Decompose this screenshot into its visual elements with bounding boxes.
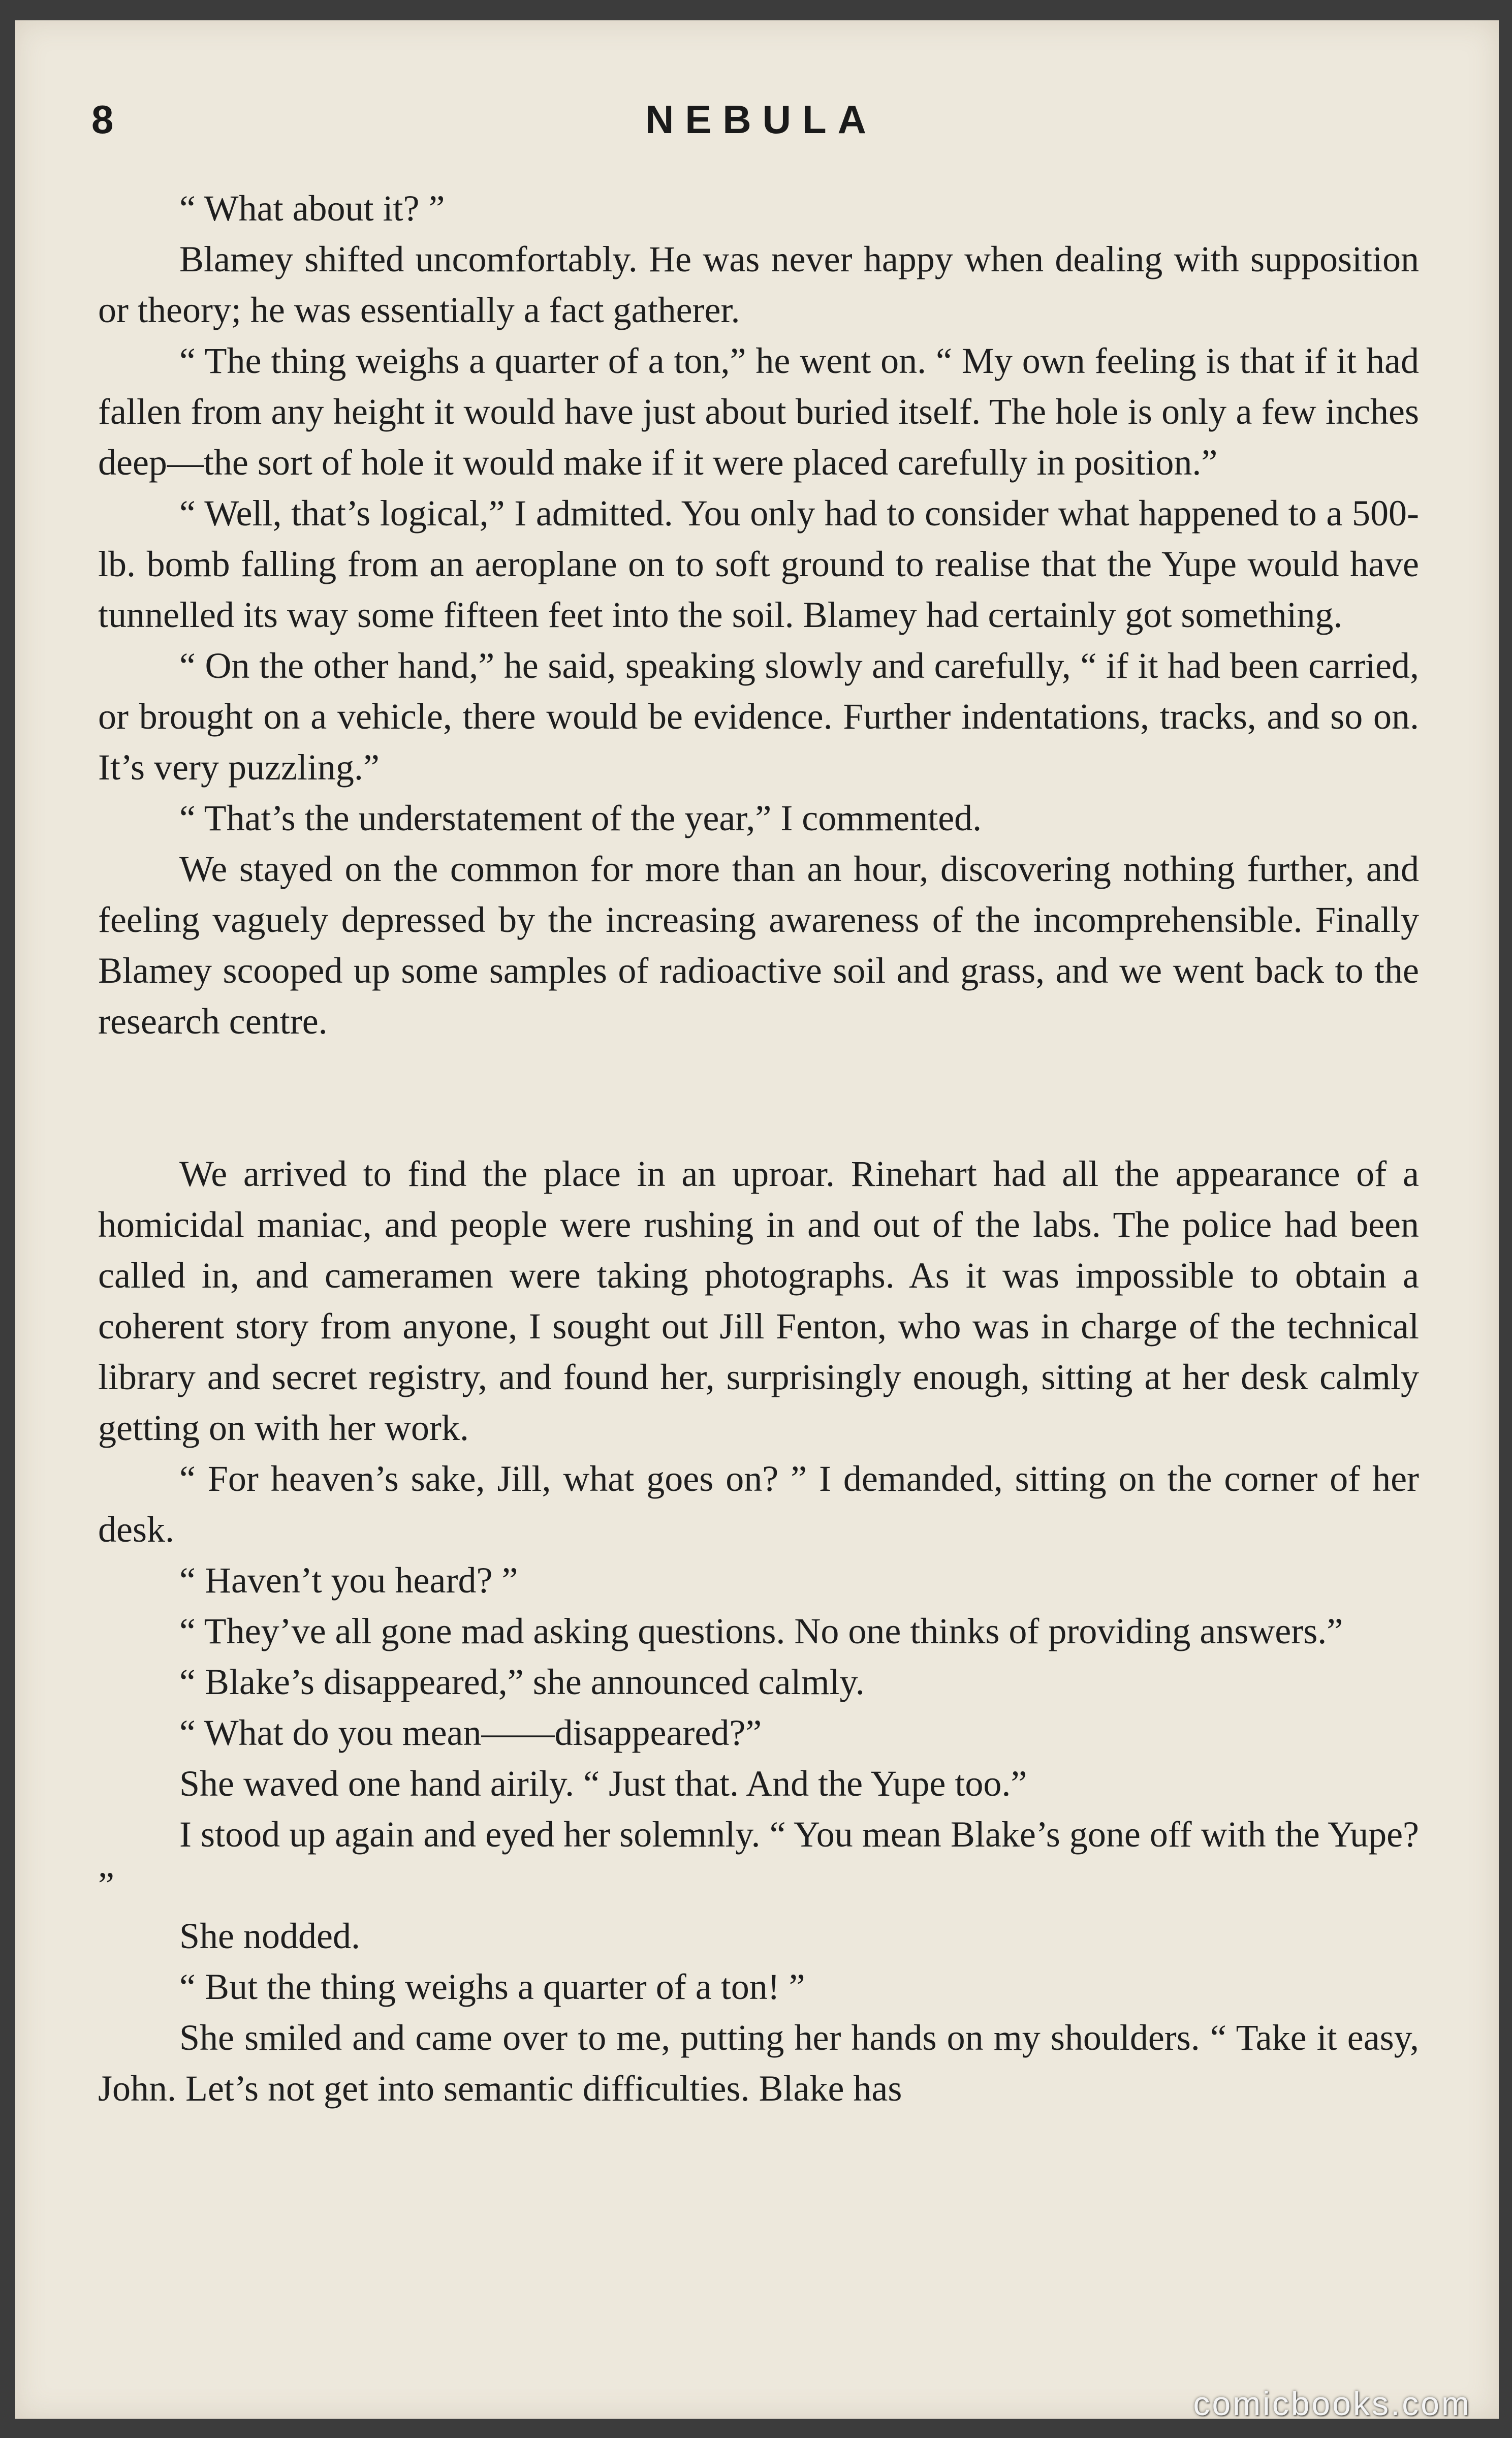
watermark: comicbooks.com — [1193, 2385, 1471, 2422]
paragraph: She nodded. — [179, 1916, 360, 1956]
paragraph: “ But the thing weighs a quarter of a ton! ” — [179, 1966, 805, 2007]
paragraph: “ For heaven’s sake, Jill, what goes on? ” I demanded, sitting on the corner of her desk. — [98, 1458, 1419, 1550]
paragraph: We stayed on the common for more than an hour, discovering nothing further, and feeling vaguely depressed by the increasing awareness of the incomprehensible. Finally Blamey scooped up some samples of radioactive soil and grass, and we went back to the research centre. — [98, 849, 1419, 1042]
paragraph: “ That’s the understatement of the year,” I commented. — [179, 798, 982, 838]
paragraph: I stood up again and eyed her solemnly. “ You mean Blake’s gone off with the Yupe? ” — [98, 1814, 1419, 1905]
paragraph: “ Well, that’s logical,” I admitted. You only had to consider what happened to a 500-lb. bomb falling from an aeroplane on to soft ground to realise that the Yupe would have tunnelled its way some fifteen feet into the soil. Blamey had certainly got something. — [98, 493, 1419, 635]
paragraph: “ Haven’t you heard? ” — [179, 1560, 518, 1601]
book-page — [15, 20, 1499, 2419]
paragraph: “ What about it? ” — [179, 188, 445, 229]
paragraph: “ On the other hand,” he said, speaking slowly and carefully, “ if it had been carried, or brought on a vehicle, there would be evidence. Further indentations, tracks, and so on. It’s very puzzling.” — [98, 645, 1419, 788]
paragraph: We arrived to find the place in an uproar. Rinehart had all the appearance of a homicidal maniac, and people were rushing in and out of the labs. The police had been called in, and cameramen were taking photographs. As it was impossible to obtain a coherent story from anyone, I sought out Jill Fenton, who was in charge of the technical library and secret registry, and found her, surprisingly enough, sitting at her desk calmly getting on with her work. — [98, 1153, 1419, 1448]
section-break — [98, 1047, 1419, 1148]
paragraph: She smiled and came over to me, putting her hands on my shoulders. “ Take it easy, John. Let’s not get into semantic difficulties. Blake has — [98, 2017, 1419, 2109]
paragraph: “ What do you mean——disappeared?” — [179, 1712, 762, 1753]
body-text — [98, 183, 1419, 2114]
paragraph: Blamey shifted uncomfortably. He was never happy when dealing with supposition or theory; he was essentially a fact gatherer. — [98, 239, 1419, 330]
paragraph: “ The thing weighs a quarter of a ton,” he went on. “ My own feeling is that if it had fallen from any height it would have just about buried itself. The hole is only a few inches deep—the sort of hole it would make if it were placed carefully in position.” — [98, 340, 1419, 483]
paragraph: “ Blake’s disappeared,” she announced calmly. — [179, 1662, 865, 1702]
paragraph: “ They’ve all gone mad asking questions. No one thinks of providing answers.” — [179, 1611, 1343, 1651]
paragraph: She waved one hand airily. “ Just that. And the Yupe too.” — [179, 1763, 1027, 1804]
running-head: NEBULA — [645, 97, 877, 142]
page-number: 8 — [91, 97, 114, 142]
